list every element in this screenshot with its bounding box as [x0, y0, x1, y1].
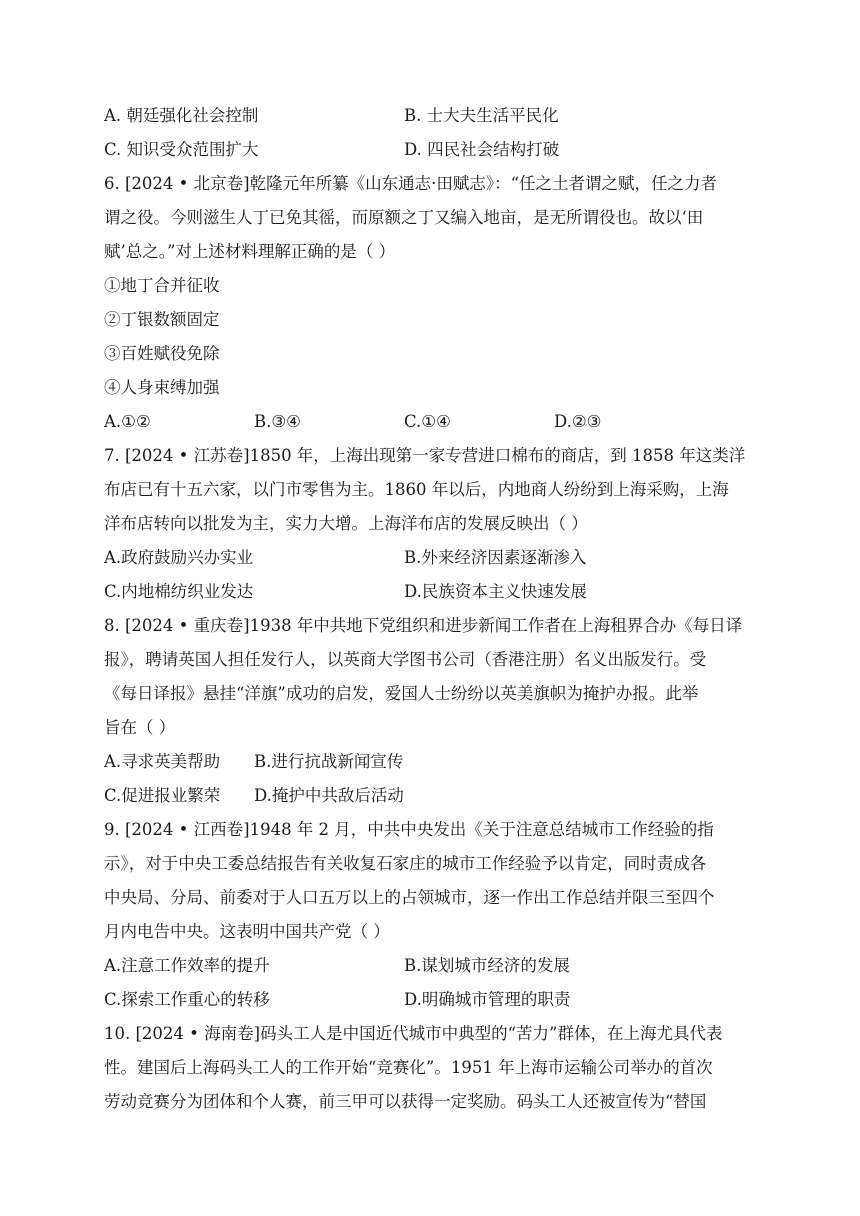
q6-option-c[interactable]: C.①④	[404, 412, 451, 431]
q9-option-a[interactable]: A.注意工作效率的提升	[104, 956, 270, 975]
q10-stem-line-1: 10. [2024 • 海南卷]码头工人是中国近代城市中典型的“苦力”群体，在上海尤具代表	[104, 1024, 723, 1043]
q7-option-a[interactable]: A.政府鼓励兴办实业	[104, 548, 254, 567]
q7-stem-line-3: 洋布店转向以批发为主，实力大增。上海洋布店的发展反映出（ ）	[104, 514, 588, 533]
q9-stem-line-2: 示》，对于中央工委总结报告有关收复石家庄的城市工作经验予以肯定，同时责成各	[104, 854, 707, 873]
q6-stem-line-2: 谓之役。今则滋生人丁已免其徭，而原额之丁又编入地亩，是无所谓役也。故以‘田	[104, 208, 704, 227]
q8-stem-line-4: 旨在（ ）	[104, 718, 176, 737]
q7-option-d[interactable]: D.民族资本主义快速发展	[404, 582, 587, 601]
q10-stem-line-2: 性。建国后上海码头工人的工作开始“竞赛化”。1951 年上海市运输公司举办的首次	[104, 1058, 713, 1077]
q7-stem-line-1: 7. [2024 • 江苏卷]1850 年，上海出现第一家专营进口棉布的商店，到 1858 年这类洋	[104, 446, 746, 465]
q9-stem-line-4: 月内电告中央。这表明中国共产党（ ）	[104, 922, 390, 941]
q6-option-a[interactable]: A.①②	[104, 412, 151, 431]
q9-option-c[interactable]: C.探索工作重心的转移	[104, 990, 270, 1009]
q9-stem-line-1: 9. [2024 • 江西卷]1948 年 2 月，中共中央发出《关于注意总结城市工作经验的指	[104, 820, 714, 839]
q5-option-d[interactable]: D. 四民社会结构打破	[404, 140, 560, 159]
q6-statement-1: ①地丁合并征收	[104, 276, 220, 295]
q8-option-d[interactable]: D.掩护中共敌后活动	[254, 786, 404, 805]
q10-stem-line-3: 劳动竞赛分为团体和个人赛，前三甲可以获得一定奖励。码头工人还被宣传为“替国	[104, 1092, 707, 1111]
q6-statement-4: ④人身束缚加强	[104, 378, 220, 397]
q8-option-a[interactable]: A.寻求英美帮助	[104, 752, 221, 771]
q8-option-b[interactable]: B.进行抗战新闻宣传	[254, 752, 404, 771]
q8-stem-line-3: 《每日译报》悬挂“洋旗”成功的启发，爱国人士纷纷以英美旗帜为掩护办报。此举	[104, 684, 699, 703]
q5-option-c[interactable]: C. 知识受众范围扩大	[104, 140, 259, 159]
q7-stem-line-2: 布店已有十五六家，以门市零售为主。1860 年以后，内地商人纷纷到上海采购，上海	[104, 480, 729, 499]
q9-option-d[interactable]: D.明确城市管理的职责	[404, 990, 571, 1009]
q6-option-b[interactable]: B.③④	[254, 412, 301, 431]
q5-option-b[interactable]: B. 士大夫生活平民化	[404, 106, 559, 125]
q9-option-b[interactable]: B.谋划城市经济的发展	[404, 956, 570, 975]
q6-stem-line-3: 赋’总之。”对上述材料理解正确的是（ ）	[104, 242, 396, 261]
q6-stem-line-1: 6. [2024 • 北京卷]乾隆元年所纂《山东通志·田赋志》：“任之土者谓之赋，任之力者	[104, 174, 718, 193]
q8-stem-line-2: 报》，聘请英国人担任发行人，以英商大学图书公司（香港注册）名义出版发行。受	[104, 650, 707, 669]
q7-option-b[interactable]: B.外来经济因素逐渐渗入	[404, 548, 587, 567]
q9-stem-line-3: 中央局、分局、前委对于人口五万以上的占领城市，逐一作出工作总结并限三至四个	[104, 888, 715, 907]
q6-statement-3: ③百姓赋役免除	[104, 344, 220, 363]
q7-option-c[interactable]: C.内地棉纺织业发达	[104, 582, 254, 601]
q8-stem-line-1: 8. [2024 • 重庆卷]1938 年中共地下党组织和进步新闻工作者在上海租界合办《每日译	[104, 616, 743, 635]
q8-option-c[interactable]: C.促进报业繁荣	[104, 786, 221, 805]
q6-statement-2: ②丁银数额固定	[104, 310, 220, 329]
q5-option-a[interactable]: A. 朝廷强化社会控制	[104, 106, 259, 125]
q6-option-d[interactable]: D.②③	[554, 412, 602, 431]
